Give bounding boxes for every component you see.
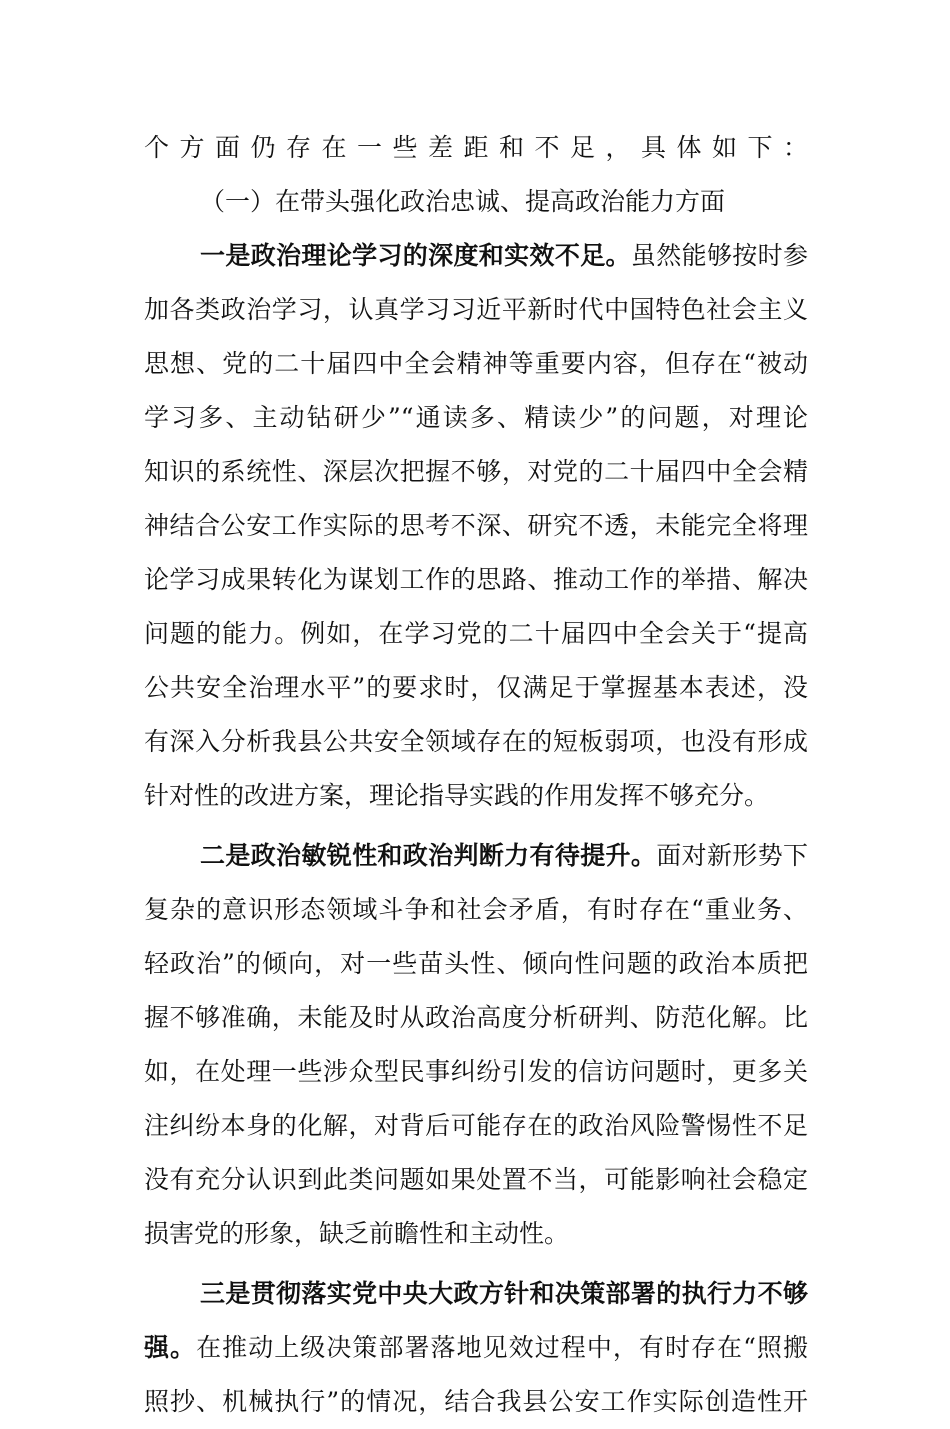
text-line (144, 1099, 808, 1153)
text-line-content: 损害党的形象，缺乏前瞻性和主动性。 (144, 1219, 570, 1248)
text-line-content: 知识的系统性、深层次把握不够，对党的二十届四中全会精 (144, 457, 808, 486)
text-line-content: 复杂的意识形态领域斗争和社会矛盾，有时存在“重业务、 (144, 895, 808, 924)
text-line (144, 937, 808, 991)
text-line (144, 1207, 808, 1261)
text-line-content: 握不够准确，未能及时从政治高度分析研判、防范化解。比 (144, 1003, 808, 1032)
text-line (144, 607, 808, 661)
text-line (144, 769, 808, 823)
text-line-content: 学习多、主动钻研少”“通读多、精读少”的问题，对理论 (144, 403, 808, 432)
text-line-content: 面对新形势下 (656, 841, 808, 870)
text-line (144, 991, 808, 1045)
document-body (144, 121, 808, 1429)
text-line-content: 注纠纷本身的化解，对背后可能存在的政治风险警惕性不足 (144, 1111, 808, 1140)
text-line (144, 445, 808, 499)
text-line (144, 553, 808, 607)
text-line-content: 针对性的改进方案，理论指导实践的作用发挥不够充分。 (144, 781, 770, 810)
paragraph-1-first-line (144, 229, 808, 283)
text-line-content: 轻政治”的倾向，对一些苗头性、倾向性问题的政治本质把 (144, 949, 808, 978)
text-line-content: 神结合公安工作实际的思考不深、研究不透，未能完全将理 (144, 511, 808, 540)
text-line (144, 661, 808, 715)
text-line-content: 论学习成果转化为谋划工作的思路、推动工作的举措、解决 (144, 565, 808, 594)
text-line (144, 283, 808, 337)
paragraph-2-bold-lead: 二是政治敏锐性和政治判断力有待提升。 (200, 841, 657, 870)
paragraph-3-bold-lead: 三是贯彻落实党中央大政方针和决策部署的执行力不够 (200, 1279, 808, 1308)
text-line-content: 照抄、机械执行”的情况，结合我县公安工作实际创造性开 (144, 1387, 808, 1416)
text-line-content: 有深入分析我县公共安全领域存在的短板弱项，也没有形成 (144, 727, 808, 756)
text-line-content: 如，在处理一些涉众型民事纠纷引发的信访问题时，更多关 (144, 1057, 808, 1086)
text-line (144, 883, 808, 937)
text-line (144, 499, 808, 553)
text-line-content: 个方面仍存在一些差距和不足，具体如下： (144, 133, 808, 162)
paragraph-1-bold-lead: 一是政治理论学习的深度和实效不足。 (200, 241, 631, 270)
paragraph-3-bold-lead-end: 强。 (144, 1333, 197, 1362)
text-line (144, 1153, 808, 1207)
paragraph-3-second-line (144, 1321, 808, 1375)
paragraph-2-first-line (144, 829, 808, 883)
text-line (144, 715, 808, 769)
text-line-content: 没有充分认识到此类问题如果处置不当，可能影响社会稳定 (144, 1165, 808, 1194)
section-heading (144, 175, 808, 229)
text-line-content: 虽然能够按时参 (630, 241, 808, 270)
section-heading-text: （一）在带头强化政治忠诚、提高政治能力方面 (200, 187, 726, 216)
text-line-content: 在推动上级决策部署落地见效过程中，有时存在“照搬 (196, 1333, 808, 1362)
text-line-content: 思想、党的二十届四中全会精神等重要内容，但存在“被动 (144, 349, 808, 378)
text-line (144, 1375, 808, 1429)
text-line (144, 1045, 808, 1099)
paragraph-3-first-line (144, 1267, 808, 1321)
text-line-content: 加各类政治学习，认真学习习近平新时代中国特色社会主义 (144, 295, 808, 324)
text-line (144, 391, 808, 445)
text-line (144, 121, 808, 175)
text-line (144, 337, 808, 391)
text-line-content: 问题的能力。例如，在学习党的二十届四中全会关于“提高 (144, 619, 808, 648)
text-line-content: 公共安全治理水平”的要求时，仅满足于掌握基本表述，没 (144, 673, 808, 702)
